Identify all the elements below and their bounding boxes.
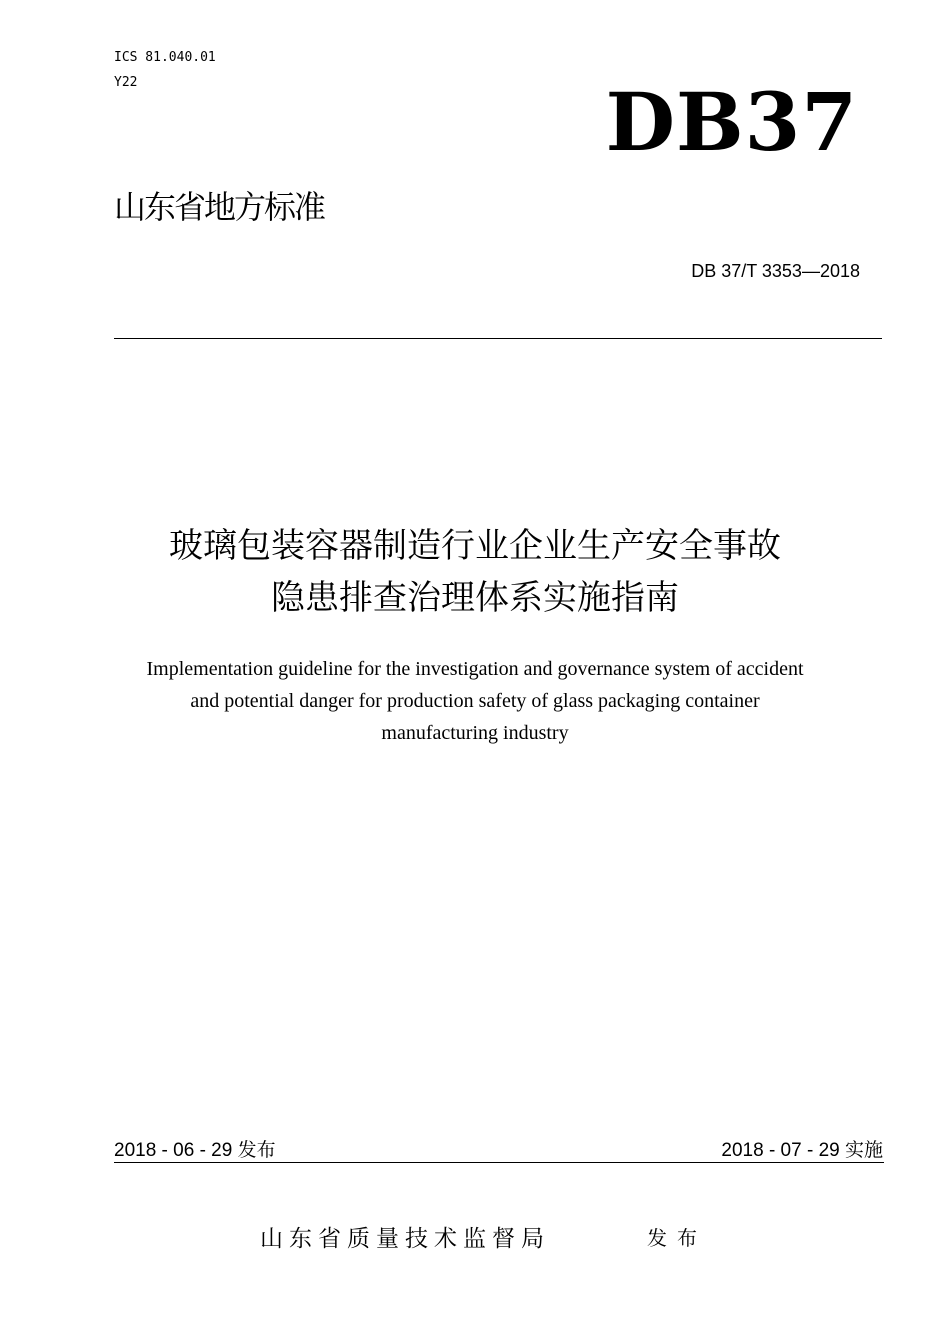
english-title-line-3: manufacturing industry [381, 722, 569, 744]
standard-type: 山东省地方标准 [114, 188, 325, 226]
implementation-date: 2018 - 07 - 29 实施 [721, 1140, 883, 1161]
english-title-line-1: Implementation guideline for the investigation and governance system of accident [146, 658, 804, 680]
bottom-divider [114, 1162, 884, 1163]
publish-label: 发布 [647, 1226, 707, 1250]
english-title [0, 653, 950, 749]
chinese-title-line-1: 玻璃包装容器制造行业企业生产安全事故 [169, 526, 781, 566]
publisher-name: 山东省质量技术监督局 [260, 1226, 550, 1252]
chinese-title [0, 520, 950, 624]
issue-date: 2018 - 06 - 29 发布 [114, 1140, 276, 1161]
ics-code: ICS 81.040.01 [114, 50, 216, 65]
standard-number: DB 37/T 3353—2018 [691, 261, 860, 281]
classification-code: Y22 [114, 75, 138, 90]
chinese-title-line-2: 隐患排查治理体系实施指南 [271, 578, 679, 618]
standard-logo: DB37 [605, 75, 858, 169]
english-title-line-2: and potential danger for production safety of glass packaging container [190, 690, 760, 712]
top-divider [114, 338, 882, 339]
